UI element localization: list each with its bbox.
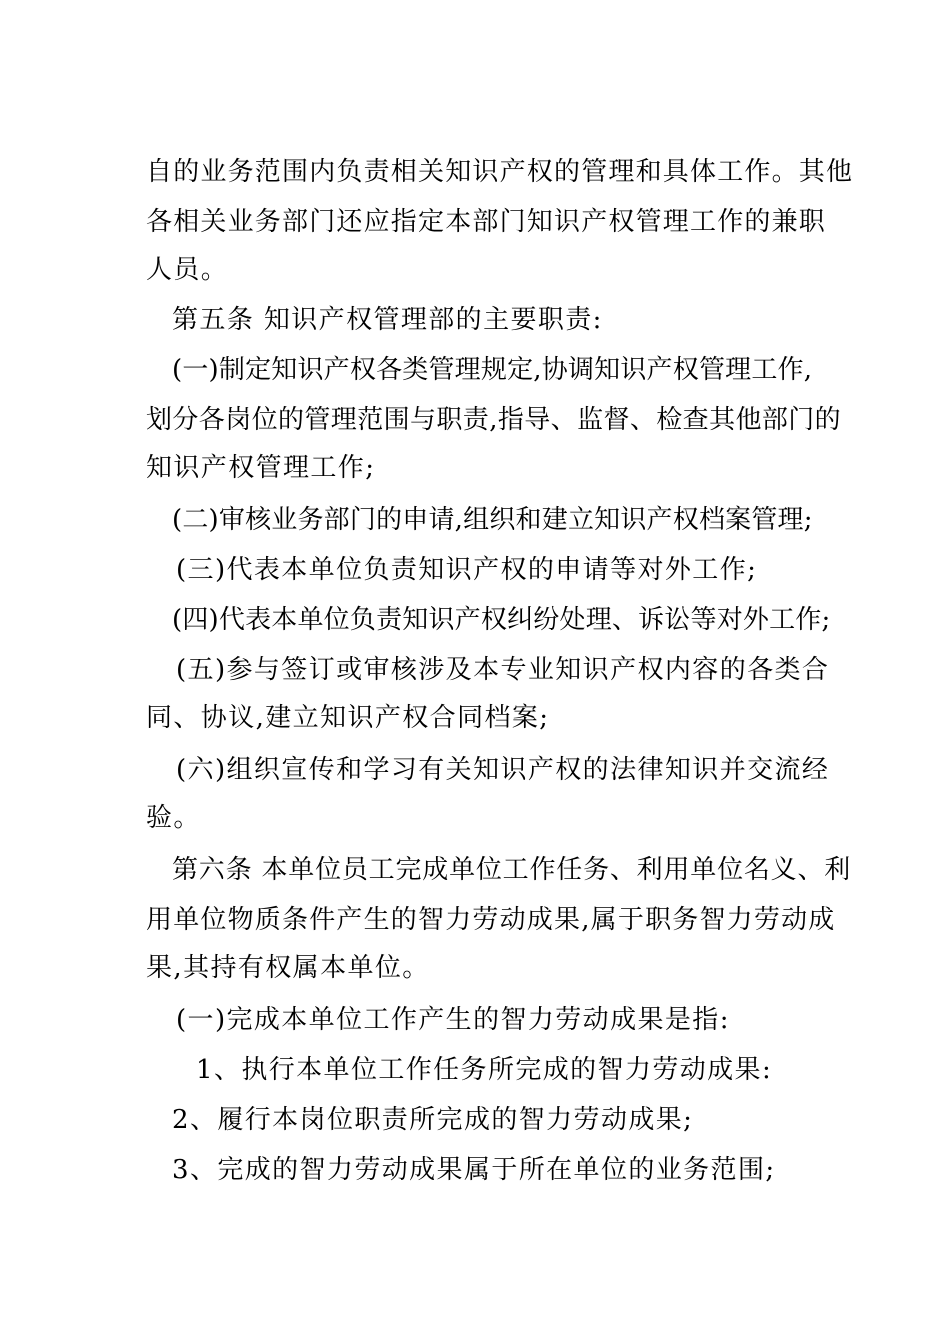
text-line: 同、协议,建立知识产权合同档案; — [146, 703, 550, 733]
text-line: 2、履行本岗位职责所完成的智力劳动成果; — [172, 1105, 694, 1135]
text-line: (五)参与签订或审核涉及本专业知识产权内容的各类合 — [176, 655, 830, 685]
text-line: (六)组织宣传和学习有关知识产权的法律知识并交流经 — [176, 755, 830, 785]
text-line: (三)代表本单位负责知识产权的申请等对外工作; — [176, 555, 758, 585]
text-line: 用单位物质条件产生的智力劳动成果,属于职务智力劳动成 — [146, 905, 836, 935]
text-line: 验。 — [146, 803, 201, 833]
text-line: 划分各岗位的管理范围与职责,指导、监督、检查其他部门的 — [146, 405, 842, 435]
text-line: 自的业务范围内负责相关知识产权的管理和具体工作。其他 — [146, 157, 854, 187]
text-line: 知识产权管理工作; — [146, 453, 376, 483]
text-line: 第五条 知识产权管理部的主要职责: — [172, 305, 603, 335]
text-line: 第六条 本单位员工完成单位工作任务、利用单位名义、利 — [172, 855, 852, 885]
text-line: 果,其持有权属本单位。 — [146, 953, 430, 983]
text-line: (二)审核业务部门的申请,组织和建立知识产权档案管理; — [172, 505, 813, 535]
text-line: 人员。 — [146, 255, 229, 285]
text-line: (一)完成本单位工作产生的智力劳动成果是指: — [176, 1005, 730, 1035]
text-line: (四)代表本单位负责知识产权纠纷处理、诉讼等对外工作; — [172, 605, 831, 635]
text-line: (一)制定知识产权各类管理规定,协调知识产权管理工作, — [172, 355, 813, 385]
text-line: 1、执行本单位工作任务所完成的智力劳动成果: — [196, 1055, 773, 1085]
text-line: 各相关业务部门还应指定本部门知识产权管理工作的兼职 — [146, 207, 827, 237]
text-line: 3、完成的智力劳动成果属于所在单位的业务范围; — [172, 1155, 776, 1185]
